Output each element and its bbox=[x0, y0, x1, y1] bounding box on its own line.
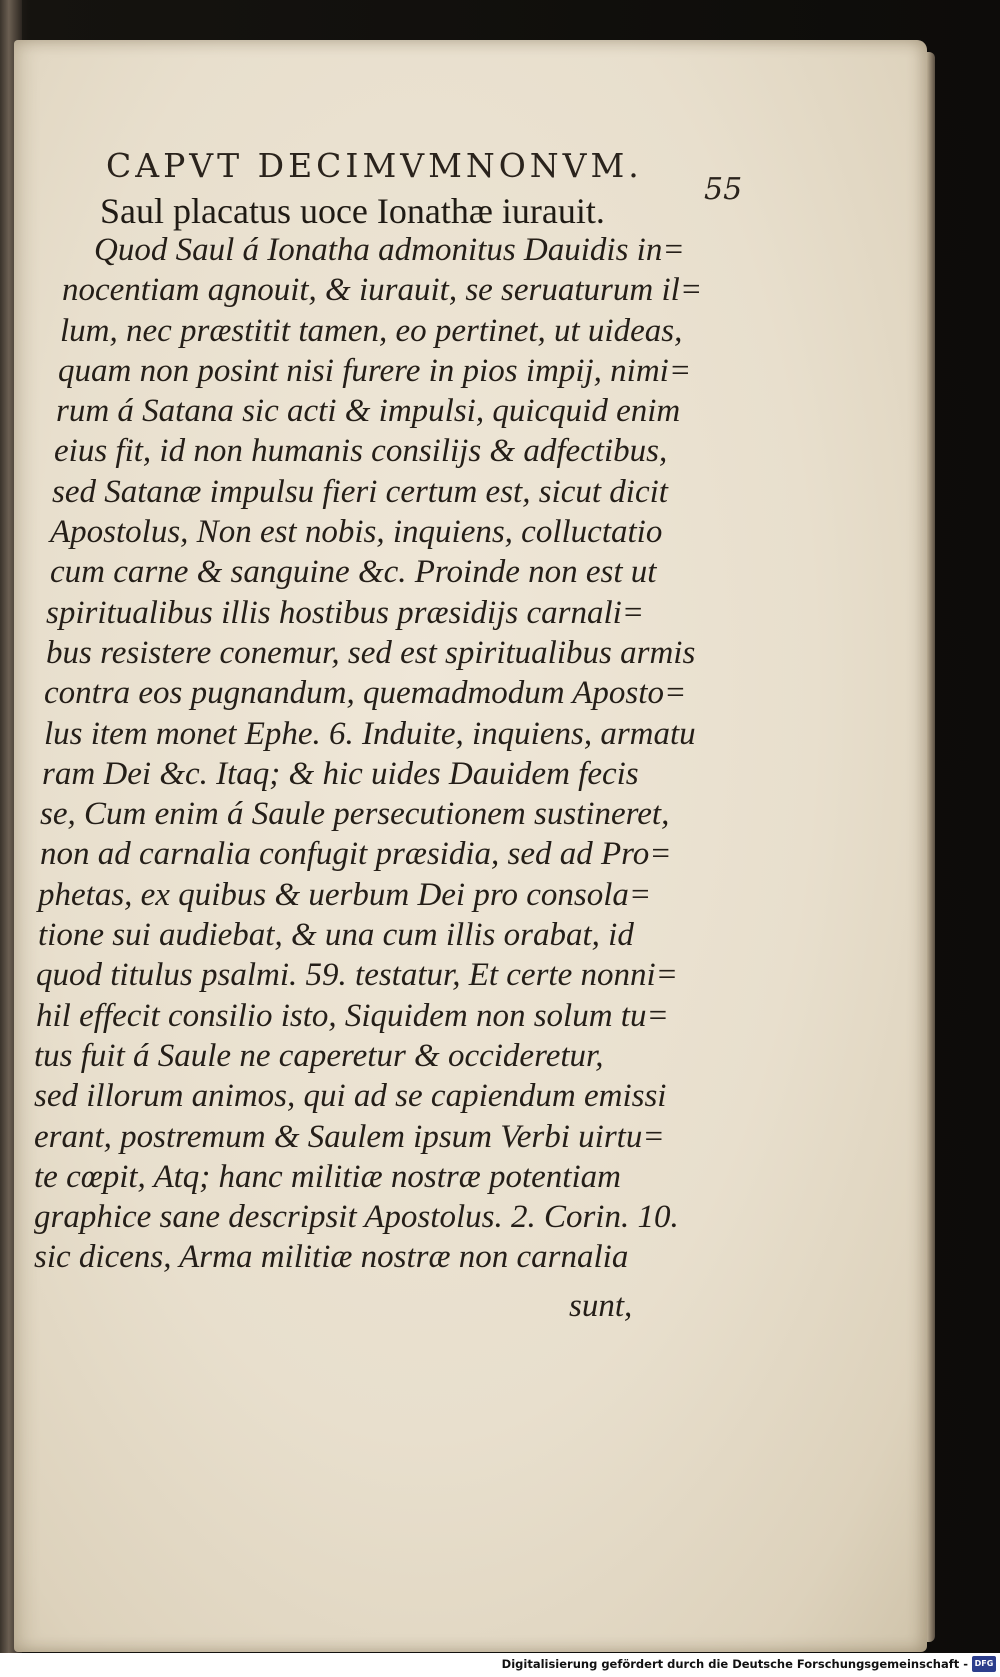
text-line: tus fuit á Saule ne caperetur & occideretur, bbox=[34, 1037, 604, 1074]
text-line: sed Satanæ impulsu fieri certum est, sicut dicit bbox=[52, 473, 668, 510]
running-head: CAPVT DECIMVMNONVM. bbox=[106, 146, 643, 185]
text-line: sed illorum animos, qui ad se capiendum emissi bbox=[34, 1078, 667, 1115]
text-line: ram Dei &c. Itaq; & hic uides Dauidem fecis bbox=[42, 755, 639, 792]
text-line: Apostolus, Non est nobis, inquiens, colluctatio bbox=[50, 514, 663, 551]
chapter-title: Saul placatus uoce Ionathæ iurauit. bbox=[100, 191, 605, 231]
catchword: sunt, bbox=[569, 1288, 633, 1324]
folio-number: 55 bbox=[704, 172, 743, 207]
text-line: te cœpit, Atq; hanc militiæ nostræ potentiam bbox=[34, 1158, 621, 1195]
book-page bbox=[14, 40, 927, 1652]
dfg-logo-icon: DFG bbox=[972, 1656, 996, 1672]
text-line: rum á Satana sic acti & impulsi, quicquid enim bbox=[56, 393, 681, 430]
text-line: spiritualibus illis hostibus præsidijs carnali= bbox=[46, 594, 645, 631]
digitization-footer bbox=[0, 1653, 1000, 1677]
text-line: lus item monet Ephe. 6. Induite, inquiens, armatu bbox=[44, 715, 696, 752]
text-line: tione sui audiebat, & una cum illis orabat, id bbox=[38, 917, 634, 954]
footer-credit: Digitalisierung gefördert durch die Deutsche Forschungsgemeinschaft - bbox=[501, 1657, 968, 1671]
text-line: lum, nec præstitit tamen, eo pertinet, ut uideas, bbox=[60, 312, 683, 349]
text-line: eius fit, id non humanis consilijs & adfectibus, bbox=[54, 433, 668, 470]
text-line: sic dicens, Arma militiæ nostræ non carnalia bbox=[34, 1239, 629, 1276]
text-line: quam non posint nisi furere in pios impij, nimi= bbox=[58, 352, 692, 389]
text-line: cum carne & sanguine &c. Proinde non est ut bbox=[50, 554, 657, 591]
text-line: erant, postremum & Saulem ipsum Verbi uirtu= bbox=[34, 1118, 665, 1155]
text-line: contra eos pugnandum, quemadmodum Aposto= bbox=[44, 675, 687, 712]
text-line: bus resistere conemur, sed est spiritualibus armis bbox=[46, 634, 696, 671]
text-line: graphice sane descripsit Apostolus. 2. Corin. 10. bbox=[34, 1199, 679, 1236]
text-line: nocentiam agnouit, & iurauit, se seruaturum il= bbox=[62, 272, 703, 309]
text-line: hil effecit consilio isto, Siquidem non solum tu= bbox=[36, 997, 669, 1034]
text-line: non ad carnalia confugit præsidia, sed ad Pro= bbox=[40, 836, 672, 873]
page-edge bbox=[927, 52, 935, 1642]
body-text bbox=[34, 230, 714, 1278]
text-line: se, Cum enim á Saule persecutionem sustineret, bbox=[40, 796, 670, 833]
text-line: phetas, ex quibus & uerbum Dei pro consola= bbox=[38, 876, 652, 913]
text-line: quod titulus psalmi. 59. testatur, Et certe nonni= bbox=[36, 957, 678, 994]
text-line: Quod Saul á Ionatha admonitus Dauidis in= bbox=[94, 232, 685, 268]
